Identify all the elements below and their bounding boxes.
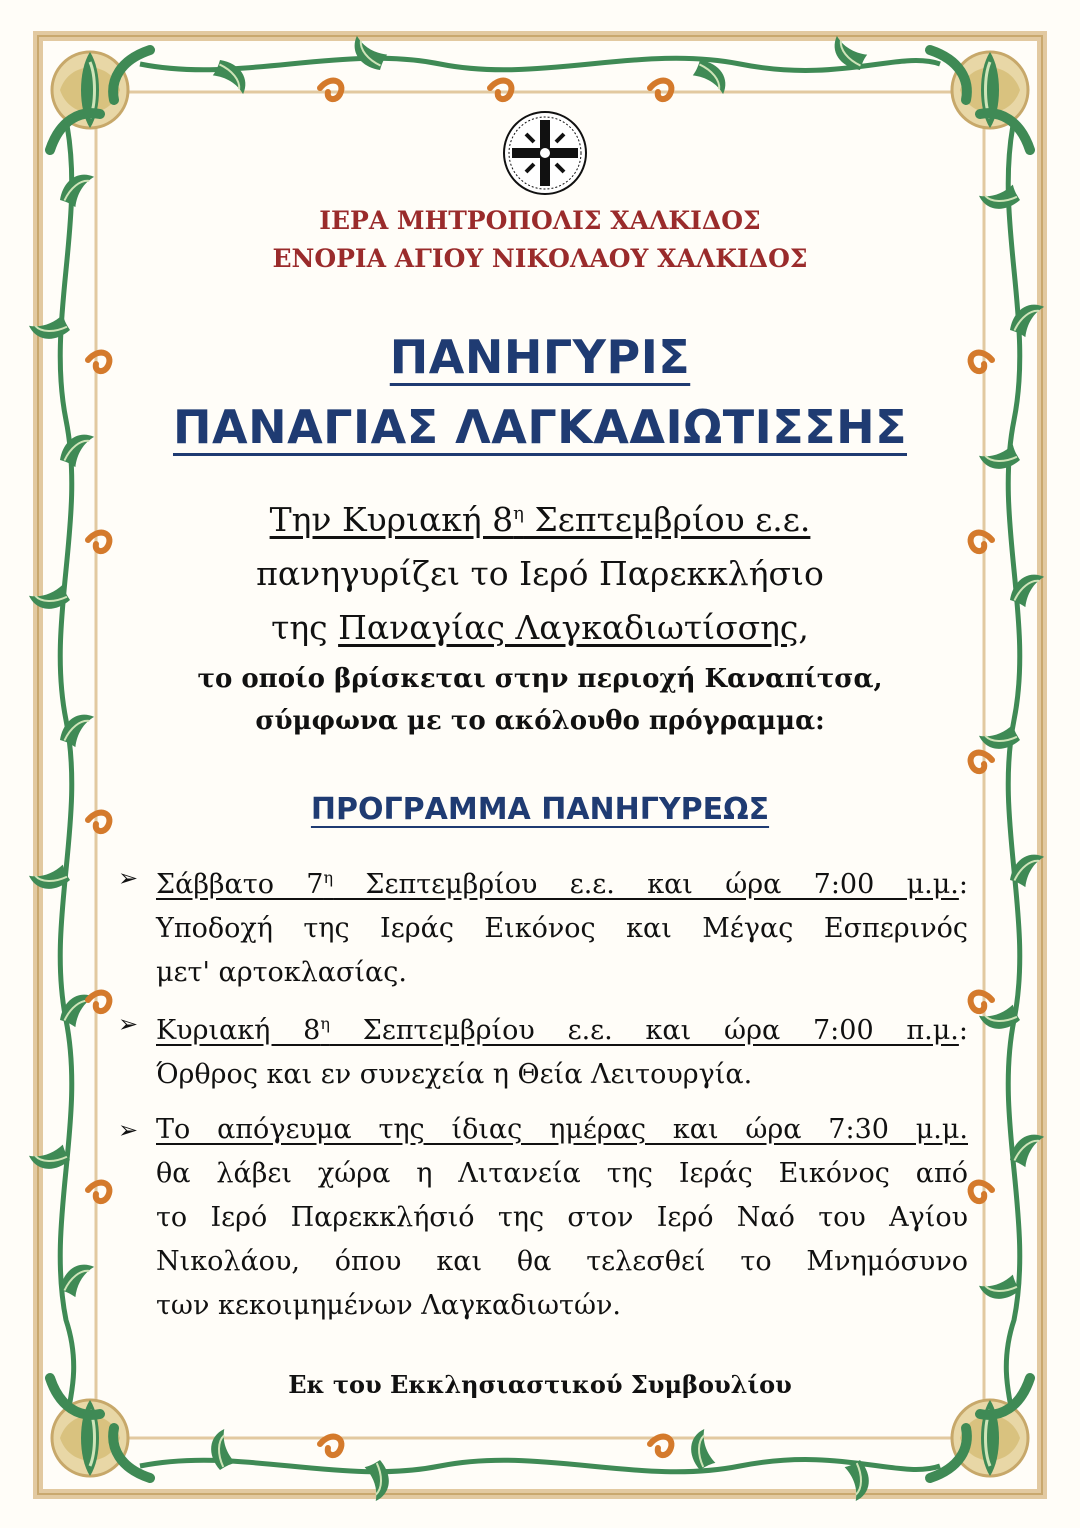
program-item-text: θα λάβει χώρα η Λιτανεία της Ιεράς Εικόνος από — [156, 1158, 968, 1189]
program-item-text: μετ' αρτοκλασίας. — [156, 957, 407, 988]
byzantine-cross-emblem-icon — [502, 110, 588, 196]
program-item-text: των κεκοιμημένων Λαγκαδιωτών. — [156, 1290, 621, 1321]
program-item-heading: Κυριακή $8^\eta$ Σεπτεμβρίου ε.ε. και ώρα 7:00 π.μ.: — [156, 1014, 968, 1046]
arrow-bullet-icon: ➢ — [118, 864, 139, 892]
intro-line-2: πανηγυρίζει το Ιερό Παρεκκλήσιο — [256, 554, 824, 593]
intro-date-line: Την Κυριακή $8^\eta$ Σεπτεμβρίου ε.ε. — [269, 500, 811, 539]
arrow-bullet-icon: ➢ — [118, 1010, 139, 1038]
intro-line-4: το οποίο βρίσκεται στην περιοχή Καναπίτσα, — [197, 664, 883, 694]
program-item-text: Υποδοχή της Ιεράς Εικόνος και Μέγας Εσπερινός — [156, 913, 968, 944]
signature: Εκ του Εκκλησιαστικού Συμβουλίου — [288, 1370, 792, 1399]
program-item-text: Όρθρος και εν συνεχεία η Θεία Λειτουργία. — [156, 1059, 753, 1090]
program-title: ΠΡΟΓΡΑΜΜΑ ΠΑΝΗΓΥΡΕΩΣ — [310, 792, 770, 827]
program-item-text: Νικολάου, όπου και θα τελεσθεί το Μνημόσυνο — [156, 1246, 968, 1277]
program-item-heading: Το απόγευμα της ίδιας ημέρας και ώρα 7:30 μ.μ. — [156, 1114, 968, 1145]
page-title-line1: ΠΑΝΗΓΥΡΙΣ — [389, 330, 691, 384]
program-item-heading: Σάββατο $7^\eta$ Σεπτεμβρίου ε.ε. και ώρα 7:00 μ.μ.: — [156, 868, 968, 900]
program-item — [118, 856, 968, 995]
intro-line-3: της Παναγίας Λαγκαδιωτίσσης, — [271, 608, 809, 647]
program-item — [118, 1108, 968, 1328]
parish-name: ΕΝΟΡΙΑ ΑΓΙΟΥ ΝΙΚΟΛΑΟΥ ΧΑΛΚΙΔΟΣ — [272, 244, 808, 273]
arrow-bullet-icon: ➢ — [118, 1116, 139, 1144]
metropolis-name: ΙΕΡΑ ΜΗΤΡΟΠΟΛΙΣ ΧΑΛΚΙΔΟΣ — [319, 206, 761, 235]
program-item-text: το Ιερό Παρεκκλήσιό της στον Ιερό Ναό του Αγίου — [156, 1202, 968, 1233]
page-title-line2: ΠΑΝΑΓΙΑΣ ΛΑΓΚΑΔΙΩΤΙΣΣΗΣ — [172, 400, 907, 454]
intro-line-5: σύμφωνα με το ακόλουθο πρόγραμμα: — [255, 706, 825, 736]
program-item — [118, 1002, 968, 1097]
